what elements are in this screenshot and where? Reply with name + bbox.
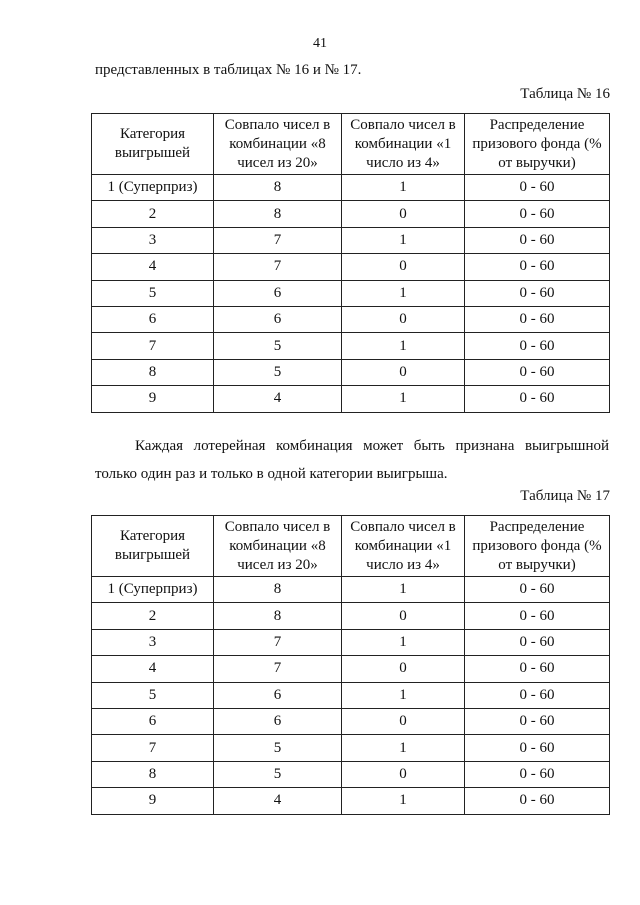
cell-match-1-of-4: 0 [342,201,465,227]
cell-category: 8 [92,359,214,385]
table-17-caption: Таблица № 17 [520,488,610,504]
header-match-1-of-4: Совпало чисел в комбинации «1 число из 4» [342,516,465,577]
cell-match-1-of-4: 1 [342,577,465,603]
cell-match-1-of-4: 1 [342,175,465,201]
table-row [92,735,610,761]
rules-paragraph: Каждая лотерейная комбинация может быть признана выигрышной только один раз и только в одной категории выигрыша. [95,438,609,482]
table-row [92,656,610,682]
table-row [92,359,610,385]
cell-category: 9 [92,788,214,814]
cell-match-1-of-4: 1 [342,333,465,359]
cell-prize-share: 0 - 60 [465,175,610,201]
cell-match-1-of-4: 1 [342,629,465,655]
cell-prize-share: 0 - 60 [465,280,610,306]
cell-prize-share: 0 - 60 [465,386,610,412]
cell-category: 3 [92,629,214,655]
cell-match-8-of-20: 7 [214,254,342,280]
table-row [92,306,610,332]
table-header-row [92,516,610,577]
cell-category: 9 [92,386,214,412]
cell-match-1-of-4: 0 [342,359,465,385]
cell-prize-share: 0 - 60 [465,227,610,253]
cell-category: 6 [92,306,214,332]
cell-prize-share: 0 - 60 [465,656,610,682]
cell-match-8-of-20: 7 [214,656,342,682]
cell-prize-share: 0 - 60 [465,682,610,708]
table-body [92,577,610,815]
cell-match-8-of-20: 8 [214,201,342,227]
cell-category: 1 (Суперприз) [92,175,214,201]
prize-table-16 [91,113,610,413]
cell-category: 5 [92,682,214,708]
table-row [92,629,610,655]
cell-category: 4 [92,254,214,280]
prize-table-17 [91,515,610,815]
cell-match-1-of-4: 0 [342,254,465,280]
header-match-8-of-20: Совпало чисел в комбинации «8 чисел из 20» [214,114,342,175]
cell-match-8-of-20: 6 [214,280,342,306]
cell-prize-share: 0 - 60 [465,359,610,385]
cell-match-8-of-20: 4 [214,386,342,412]
cell-match-8-of-20: 8 [214,577,342,603]
cell-prize-share: 0 - 60 [465,603,610,629]
header-category: Категория выигрышей [92,114,214,175]
table-row [92,708,610,734]
header-category: Категория выигрышей [92,516,214,577]
cell-match-8-of-20: 8 [214,603,342,629]
cell-match-8-of-20: 6 [214,708,342,734]
cell-prize-share: 0 - 60 [465,788,610,814]
cell-category: 2 [92,603,214,629]
table-row [92,201,610,227]
cell-match-1-of-4: 0 [342,603,465,629]
table-row [92,788,610,814]
cell-match-8-of-20: 6 [214,306,342,332]
cell-prize-share: 0 - 60 [465,708,610,734]
cell-match-1-of-4: 1 [342,788,465,814]
table-row [92,280,610,306]
table-row [92,386,610,412]
header-match-8-of-20: Совпало чисел в комбинации «8 чисел из 20» [214,516,342,577]
table-body [92,175,610,413]
cell-prize-share: 0 - 60 [465,735,610,761]
table-row [92,682,610,708]
cell-category: 5 [92,280,214,306]
cell-prize-share: 0 - 60 [465,201,610,227]
intro-text: представленных в таблицах № 16 и № 17. [95,62,362,78]
cell-match-1-of-4: 0 [342,656,465,682]
table-row [92,254,610,280]
table-row [92,577,610,603]
cell-match-8-of-20: 5 [214,333,342,359]
cell-match-1-of-4: 0 [342,708,465,734]
cell-prize-share: 0 - 60 [465,306,610,332]
cell-match-1-of-4: 1 [342,386,465,412]
cell-match-1-of-4: 0 [342,306,465,332]
cell-match-8-of-20: 6 [214,682,342,708]
cell-match-1-of-4: 1 [342,227,465,253]
cell-match-1-of-4: 1 [342,280,465,306]
cell-category: 3 [92,227,214,253]
cell-match-8-of-20: 5 [214,359,342,385]
table-row [92,175,610,201]
cell-category: 2 [92,201,214,227]
header-match-1-of-4: Совпало чисел в комбинации «1 число из 4» [342,114,465,175]
table-row [92,761,610,787]
cell-prize-share: 0 - 60 [465,761,610,787]
cell-match-8-of-20: 8 [214,175,342,201]
cell-category: 7 [92,333,214,359]
table-header-row [92,114,610,175]
cell-category: 7 [92,735,214,761]
table-16-caption: Таблица № 16 [520,86,610,102]
cell-match-8-of-20: 7 [214,227,342,253]
header-prize-distribution: Распределение призового фонда (% от выручки) [465,114,610,175]
cell-match-8-of-20: 7 [214,629,342,655]
cell-category: 4 [92,656,214,682]
header-prize-distribution: Распределение призового фонда (% от выручки) [465,516,610,577]
cell-prize-share: 0 - 60 [465,254,610,280]
cell-match-1-of-4: 1 [342,735,465,761]
cell-category: 1 (Суперприз) [92,577,214,603]
page-number: 41 [313,36,327,51]
cell-prize-share: 0 - 60 [465,333,610,359]
table-row [92,333,610,359]
cell-prize-share: 0 - 60 [465,577,610,603]
cell-match-8-of-20: 5 [214,761,342,787]
cell-match-8-of-20: 5 [214,735,342,761]
cell-category: 8 [92,761,214,787]
cell-match-1-of-4: 1 [342,682,465,708]
cell-match-8-of-20: 4 [214,788,342,814]
cell-category: 6 [92,708,214,734]
cell-prize-share: 0 - 60 [465,629,610,655]
table-row [92,227,610,253]
table-row [92,603,610,629]
cell-match-1-of-4: 0 [342,761,465,787]
